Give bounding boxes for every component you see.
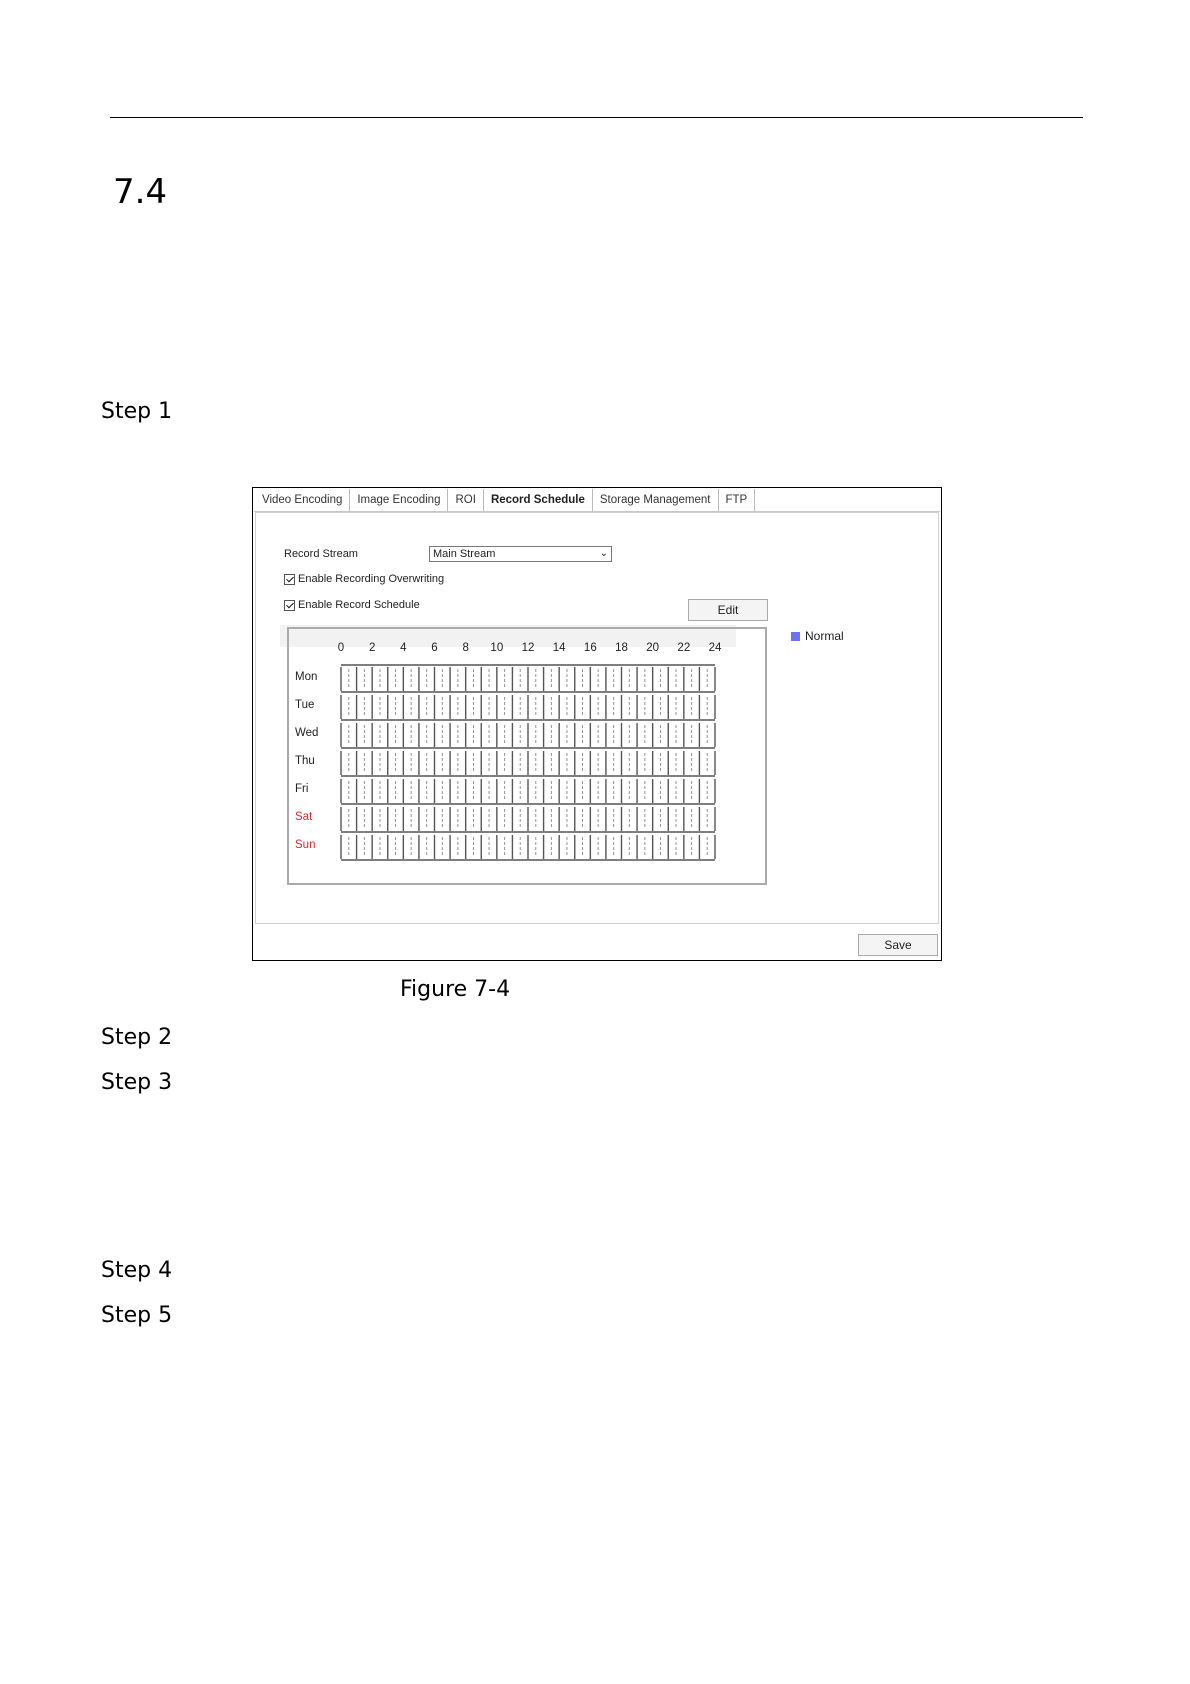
step-5-label: Step 5 (101, 1303, 173, 1328)
save-button[interactable]: Save (858, 934, 938, 956)
schedule-grid[interactable] (289, 629, 765, 883)
hour-label-4: 4 (400, 642, 407, 654)
day-label-sun: Sun (295, 839, 316, 851)
record-stream-label: Record Stream (284, 548, 358, 560)
tab-ftp[interactable]: FTP (719, 489, 756, 511)
legend (791, 629, 844, 643)
enable-schedule-row (284, 599, 420, 611)
step-2-label: Step 2 (101, 1025, 173, 1050)
header-rule (110, 117, 1083, 118)
step-4-label: Step 4 (101, 1258, 173, 1283)
tab-video-encoding[interactable]: Video Encoding (255, 489, 350, 511)
tab-storage-management[interactable]: Storage Management (593, 489, 719, 511)
step-1-label: Step 1 (101, 399, 173, 424)
schedule-grid-box (287, 627, 767, 885)
hour-label-14: 14 (552, 642, 566, 654)
tab-image-encoding[interactable]: Image Encoding (350, 489, 448, 511)
hour-label-22: 22 (677, 642, 691, 654)
tab-roi[interactable]: ROI (448, 489, 483, 511)
step-3-label: Step 3 (101, 1070, 173, 1095)
figure-caption: Figure 7-4 (400, 977, 511, 1002)
hour-label-6: 6 (431, 642, 438, 654)
hour-label-0: 0 (337, 642, 345, 654)
hour-label-12: 12 (521, 642, 535, 654)
enable-schedule-checkbox[interactable] (284, 600, 295, 611)
day-label-mon: Mon (295, 671, 318, 683)
record-stream-select[interactable] (429, 546, 612, 562)
record-stream-value: Main Stream (433, 548, 496, 560)
section-number: 7.4 (113, 172, 168, 212)
day-label-fri: Fri (295, 783, 309, 795)
enable-overwriting-row (284, 573, 444, 585)
enable-overwriting-label: Enable Recording Overwriting (298, 573, 445, 585)
day-label-thu: Thu (295, 755, 315, 767)
hour-label-2: 2 (368, 642, 376, 654)
hour-label-18: 18 (615, 642, 628, 654)
settings-panel (255, 512, 939, 924)
record-schedule-screenshot (252, 487, 942, 961)
edit-button[interactable]: Edit (688, 599, 768, 621)
tab-record-schedule[interactable]: Record Schedule (484, 489, 593, 511)
chevron-down-icon: ⌄ (599, 548, 608, 559)
legend-label: Normal (805, 629, 844, 643)
tab-bar (255, 489, 755, 511)
day-label-sat: Sat (295, 811, 313, 823)
hour-label-16: 16 (583, 642, 597, 654)
hour-label-10: 10 (490, 642, 504, 654)
day-label-tue: Tue (295, 699, 315, 711)
hour-label-24: 24 (708, 642, 722, 654)
day-label-wed: Wed (295, 727, 319, 739)
hour-label-20: 20 (646, 642, 660, 654)
hour-label-8: 8 (462, 642, 469, 654)
enable-overwriting-checkbox[interactable] (284, 574, 295, 585)
enable-schedule-label: Enable Record Schedule (298, 599, 420, 611)
legend-swatch (791, 632, 800, 641)
